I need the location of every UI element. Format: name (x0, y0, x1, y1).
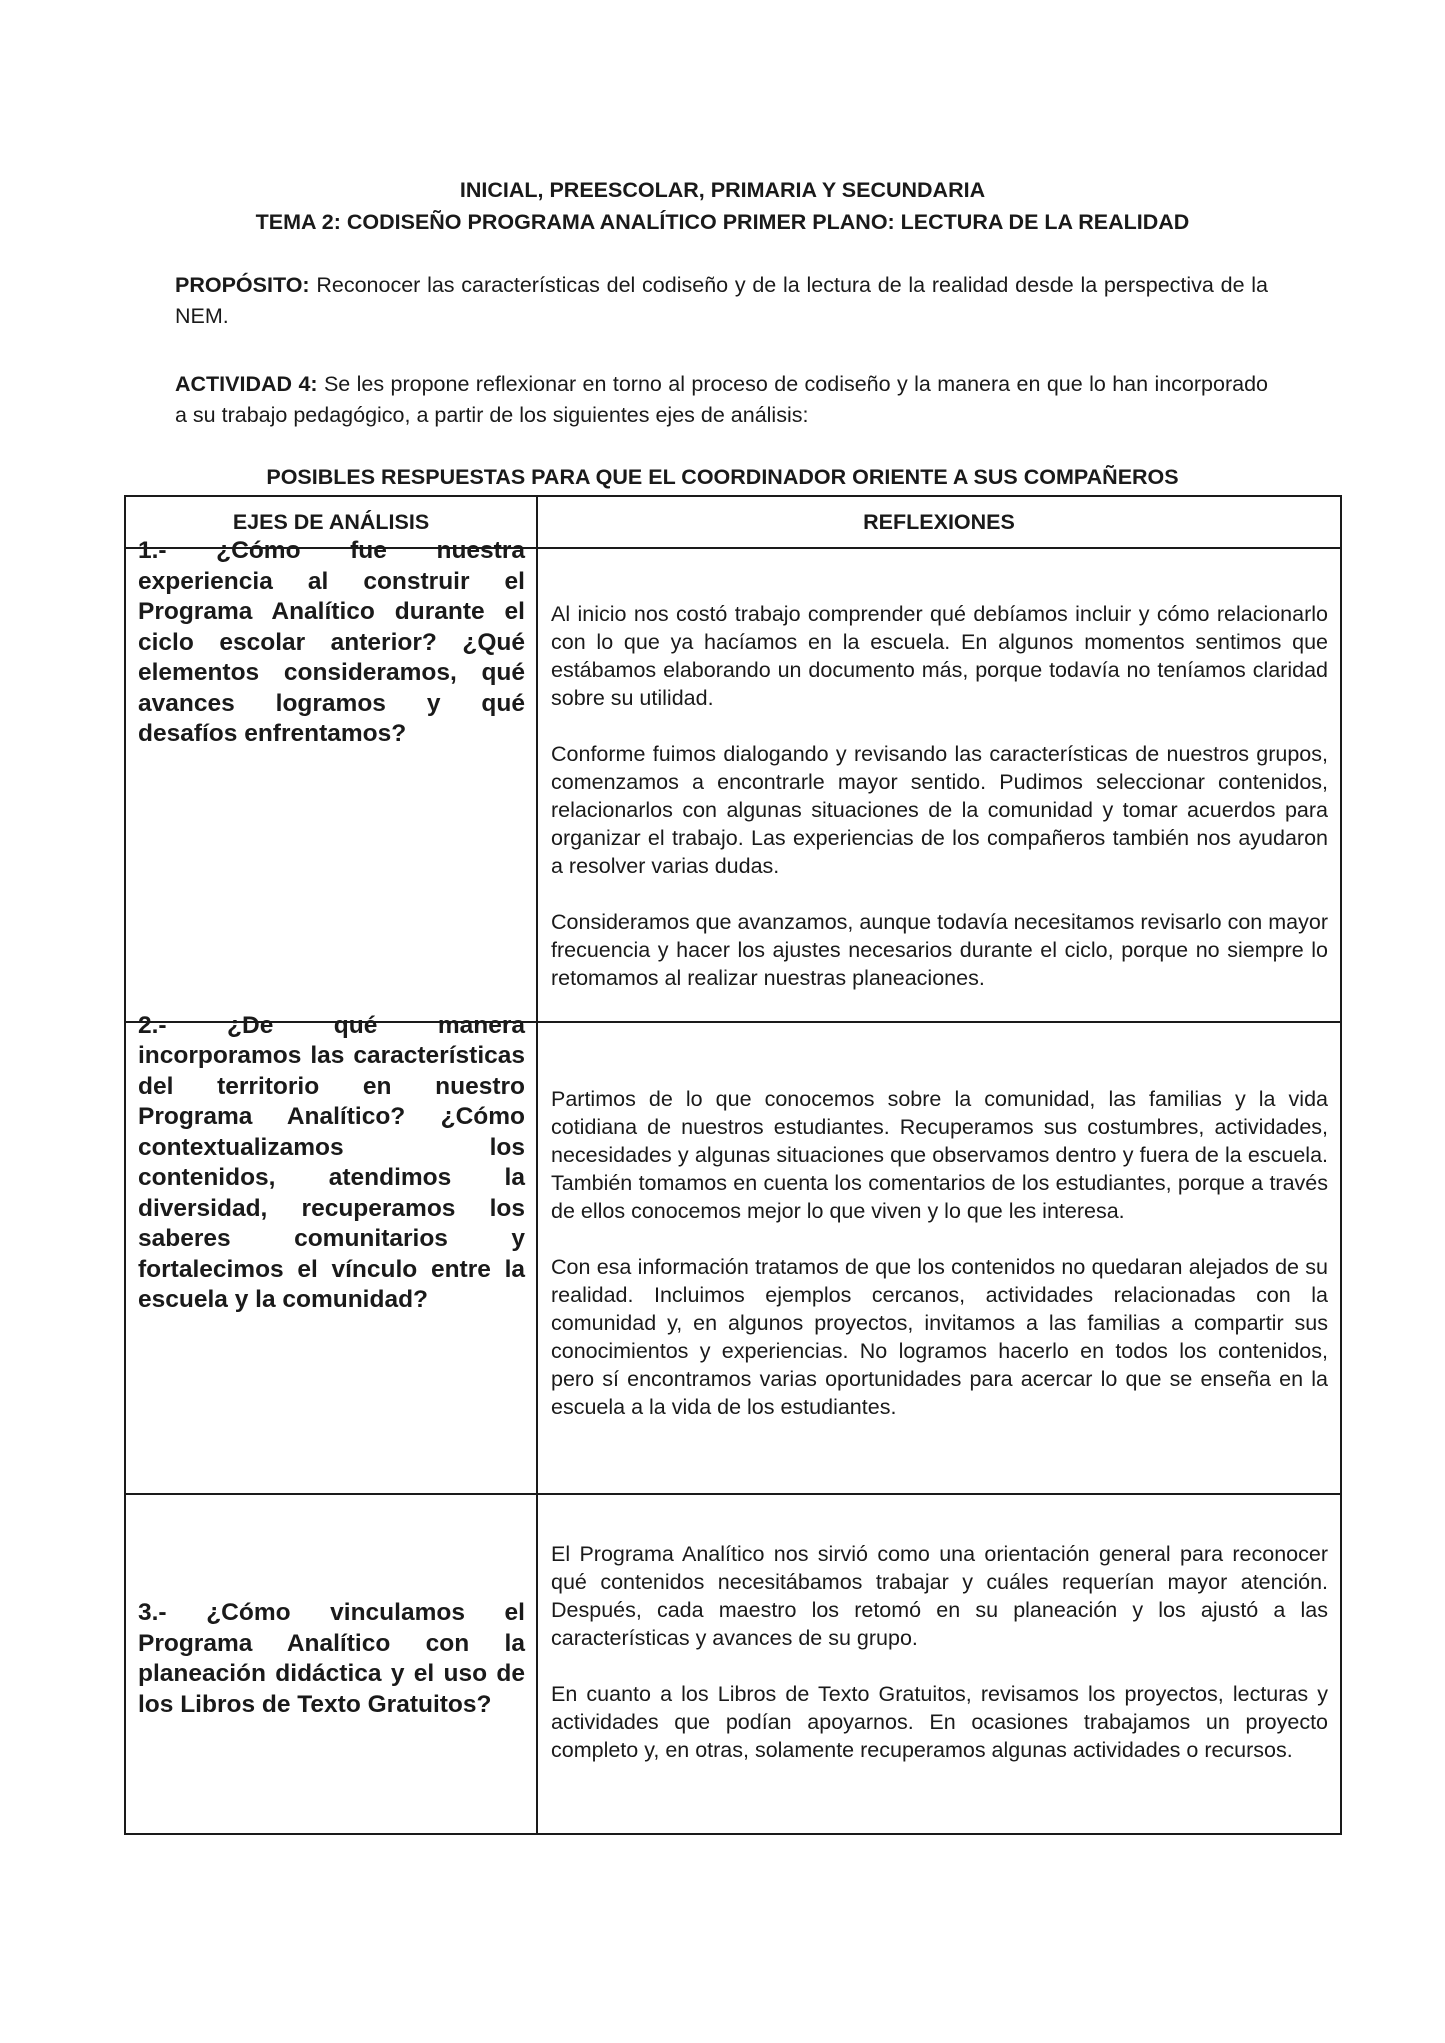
column-header-ejes: EJES DE ANÁLISIS (125, 496, 537, 548)
question-text: 2.- ¿De qué manera incorporamos las características del territorio en nuestro Programa Analítico? ¿Cómo contextualizamos los contenidos, atendimos la diversidad, recuperamos los saberes comunitarios y fortalecimos el vínculo entre la escuela y la comunidad? (138, 1011, 525, 1313)
table-row (125, 548, 1341, 1022)
analysis-table (124, 495, 1342, 1835)
column-header-reflexiones: REFLEXIONES (537, 496, 1341, 548)
purpose-paragraph (175, 270, 1268, 332)
answer-paragraph: Consideramos que avanzamos, aunque todavía necesitamos revisarlo con mayor frecuencia y hacer los ajustes necesarios durante el ciclo, porque no siempre lo retomamos al realizar nuestras planeaciones. (551, 910, 1328, 990)
question-cell (125, 1494, 537, 1834)
answer-paragraph: Con esa información tratamos de que los contenidos no quedaran alejados de su realidad. Incluimos ejemplos cercanos, actividades relacionadas con la comunidad y, en algunos proyectos, invitamos a las familias a compartir sus conocimientos y experiencias. No logramos hacerlo en todos los contenidos, pero sí encontramos varias oportunidades para acercar lo que se enseña en la escuela a la vida de los estudiantes. (551, 1255, 1328, 1419)
answer-paragraph: En cuanto a los Libros de Texto Gratuitos, revisamos los proyectos, lecturas y actividades que podían apoyarnos. En ocasiones trabajamos un proyecto completo y, en otras, solamente recuperamos algunas actividades o recursos. (551, 1682, 1328, 1762)
activity-paragraph (175, 369, 1268, 431)
answer-cell (537, 548, 1341, 1022)
question-cell (125, 537, 537, 1022)
table-row (125, 1494, 1341, 1834)
question-text: 1.- ¿Cómo fue nuestra experiencia al construir el Programa Analítico durante el ciclo escolar anterior? ¿Qué elementos consideramos, qué avances logramos y qué desafíos enfrentamos? (138, 537, 525, 748)
activity-label: ACTIVIDAD 4: (175, 372, 318, 396)
question-text: 3.- ¿Cómo vinculamos el Programa Analítico con la planeación didáctica y el uso de los Libros de Texto Gratuitos? (138, 1599, 525, 1718)
document-title-line-2: TEMA 2: CODISEÑO PROGRAMA ANALÍTICO PRIMER PLANO: LECTURA DE LA REALIDAD (255, 210, 1190, 234)
question-cell (125, 1011, 537, 1494)
answer-cell (537, 1494, 1341, 1834)
table-subtitle: POSIBLES RESPUESTAS PARA QUE EL COORDINADOR ORIENTE A SUS COMPAÑEROS (266, 465, 1179, 489)
answer-paragraph: Al inicio nos costó trabajo comprender qué debíamos incluir y cómo relacionarlo con lo que ya hacíamos en la escuela. En algunos momentos sentimos que estábamos elaborando un documento más, porque todavía no teníamos claridad sobre su utilidad. (551, 602, 1328, 710)
answer-paragraph: El Programa Analítico nos sirvió como una orientación general para reconocer qué contenidos necesitábamos trabajar y cuáles requerían mayor atención. Después, cada maestro los retomó en su planeación y los ajustó a las características y avances de su grupo. (551, 1542, 1328, 1650)
purpose-label: PROPÓSITO: (175, 273, 310, 297)
purpose-text: Reconocer las características del codiseño y de la lectura de la realidad desde la perspectiva de la NEM. (175, 273, 1268, 328)
answer-paragraph: Conforme fuimos dialogando y revisando las características de nuestros grupos, comenzamos a encontrarle mayor sentido. Pudimos seleccionar contenidos, relacionarlos con algunas situaciones de la comunidad y tomar acuerdos para organizar el trabajo. Las experiencias de los compañeros también nos ayudaron a resolver varias dudas. (551, 742, 1328, 878)
activity-text: Se les propone reflexionar en torno al proceso de codiseño y la manera en que lo han incorporado a su trabajo pedagógico, a partir de los siguientes ejes de análisis: (175, 372, 1268, 427)
document-title-line-1: INICIAL, PREESCOLAR, PRIMARIA Y SECUNDARIA (459, 178, 986, 202)
answer-cell (537, 1022, 1341, 1494)
table-row (125, 1022, 1341, 1494)
answer-paragraph: Partimos de lo que conocemos sobre la comunidad, las familias y la vida cotidiana de nuestros estudiantes. Recuperamos sus costumbres, actividades, necesidades y algunas situaciones que observamos dentro y fuera de la escuela. También tomamos en cuenta los comentarios de los estudiantes, porque a través de ellos conocemos mejor lo que viven y lo que les interesa. (551, 1087, 1328, 1223)
